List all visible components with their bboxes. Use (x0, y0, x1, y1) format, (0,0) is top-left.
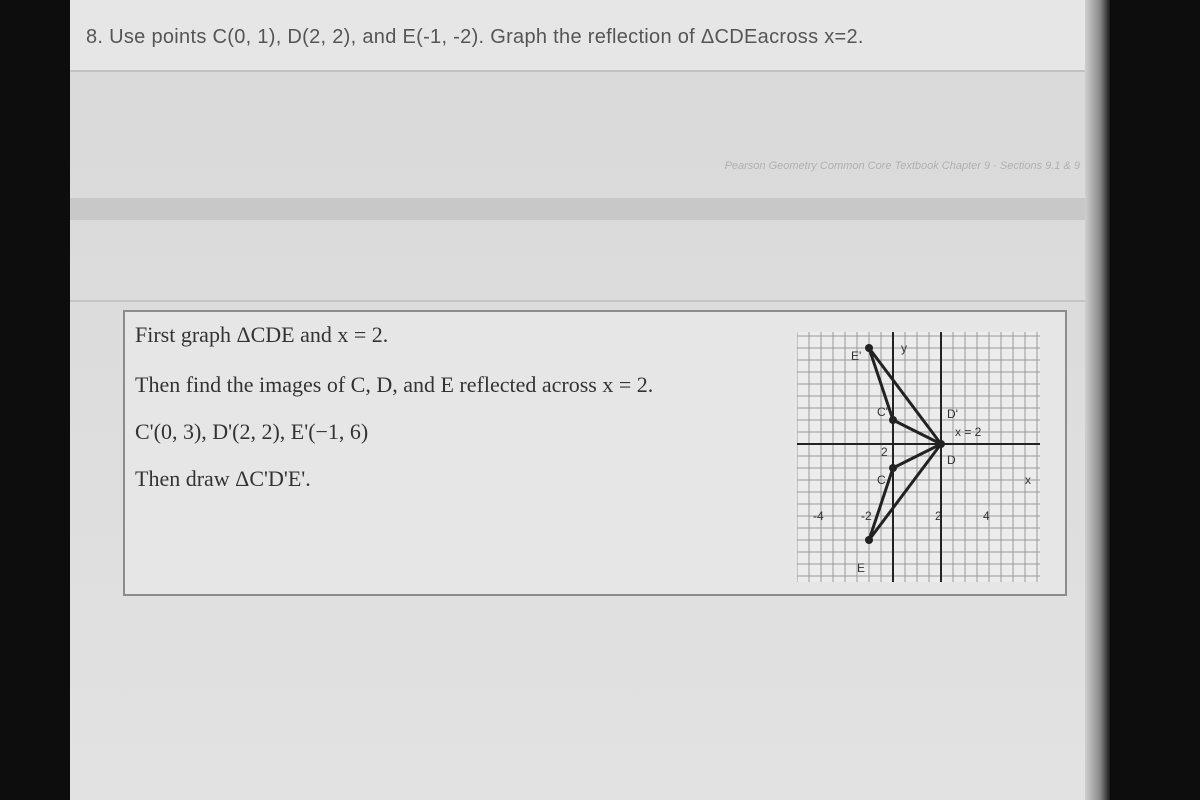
point-c (889, 464, 897, 472)
label-d-prime: D' (947, 407, 958, 421)
section-band (70, 198, 1085, 220)
solution-line-2: Then find the images of C, D, and E reflected across x = 2. (135, 372, 654, 397)
coordinate-graph (797, 332, 1040, 582)
divider (70, 300, 1085, 302)
point-e-prime (865, 344, 873, 352)
screen-edge (1085, 0, 1110, 800)
label-d: D (947, 453, 956, 467)
question-text: 8. Use points C(0, 1), D(2, 2), and E(-1, -2). Graph the reflection of ΔCDEacross x=2. (86, 26, 864, 48)
label-c: C (877, 473, 886, 487)
graph-svg (797, 332, 1040, 582)
tick-x-pos2: 2 (935, 509, 942, 523)
point-c-prime (889, 416, 897, 424)
label-c-prime: C' (877, 405, 888, 419)
label-y-axis: y (901, 341, 907, 355)
label-line: x = 2 (955, 425, 982, 439)
worksheet-page (70, 0, 1110, 800)
label-e: E (857, 561, 866, 575)
point-e (865, 536, 873, 544)
tick-x-neg2: -2 (861, 509, 872, 523)
solution-line-3: C'(0, 3), D'(2, 2), E'(−1, 6) (135, 419, 369, 444)
label-e-prime: E' (851, 349, 862, 363)
question-header (70, 0, 1085, 72)
label-x-axis: x (1025, 473, 1031, 487)
point-d (937, 440, 945, 448)
tick-x-neg4: -4 (813, 509, 824, 523)
tick-y-2: 2 (881, 445, 888, 459)
source-note: Pearson Geometry Common Core Textbook Chapter 9 · Sections 9.1 & 9 (724, 160, 1080, 172)
solution-box (123, 310, 1067, 596)
tick-x-pos4: 4 (983, 509, 990, 523)
solution-line-4: Then draw ΔC'D'E'. (135, 466, 311, 491)
solution-line-1: First graph ΔCDE and x = 2. (135, 322, 389, 347)
